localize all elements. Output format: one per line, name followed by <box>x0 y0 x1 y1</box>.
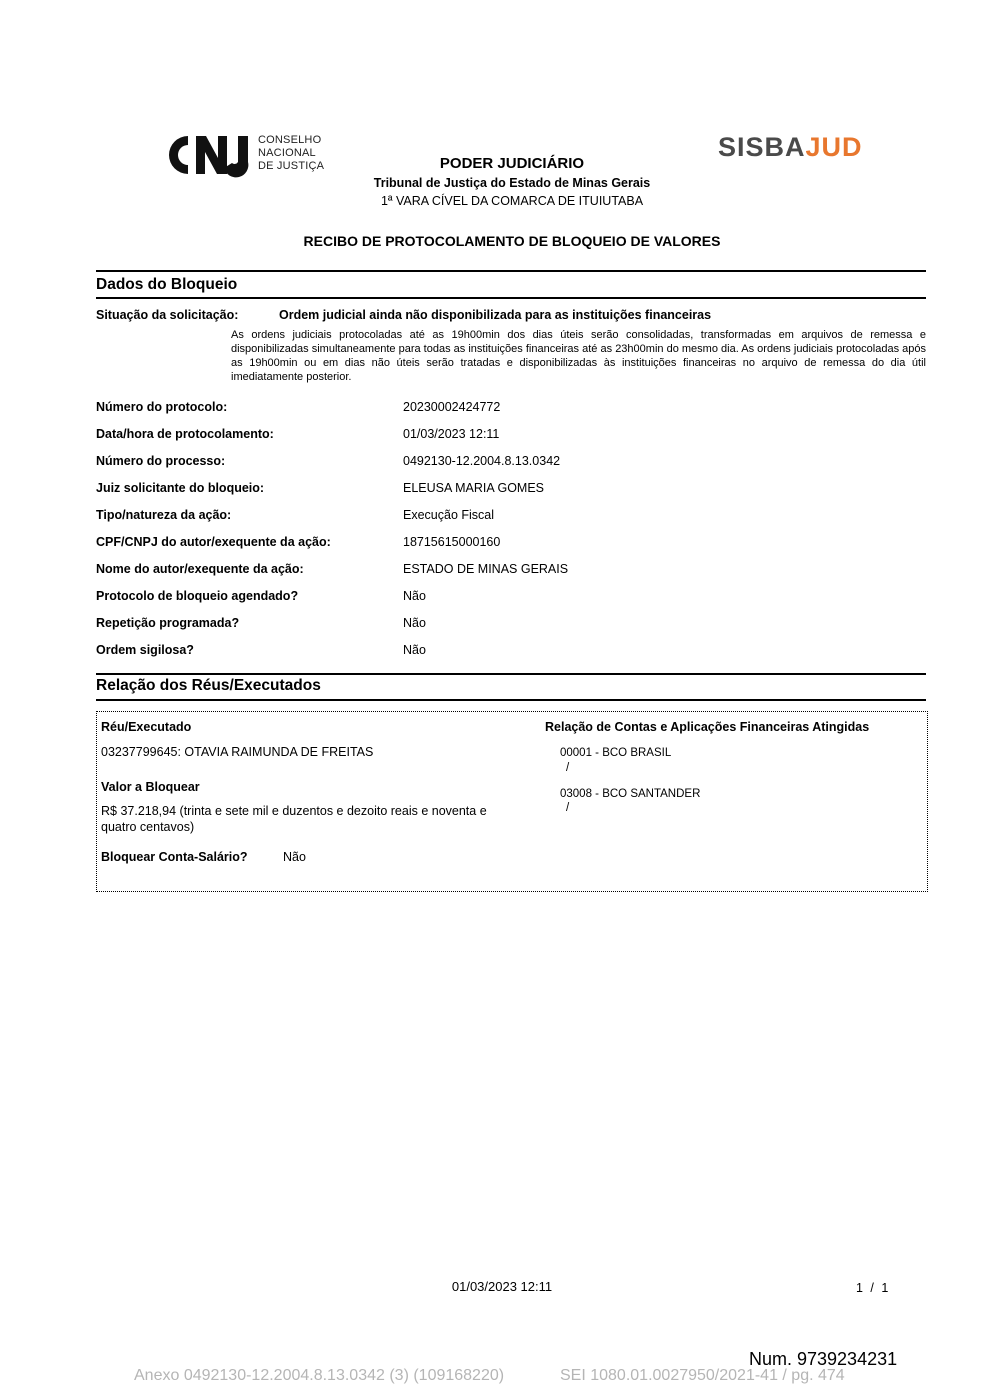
section-title-dados: Dados do Bloqueio <box>96 276 238 293</box>
valor-label: Valor a Bloquear <box>101 780 200 794</box>
reu-label: Réu/Executado <box>101 720 192 734</box>
field-value-nome-autor: ESTADO DE MINAS GERAIS <box>403 562 569 576</box>
valor-line-2: quatro centavos) <box>101 820 195 834</box>
field-value-data-hora: 01/03/2023 12:11 <box>403 427 500 441</box>
document-title: RECIBO DE PROTOCOLAMENTO DE BLOQUEIO DE VALORES <box>303 233 721 249</box>
field-value-repeticao: Não <box>403 616 426 630</box>
page-number: 1 / 1 <box>856 1281 889 1295</box>
document-number: Num. 9739234231 <box>749 1349 898 1369</box>
sisbajud-logo: SISBAJUD <box>718 132 863 162</box>
field-value-tipo-acao: Execução Fiscal <box>403 508 495 522</box>
situacao-label: Situação da solicitação: <box>96 308 239 322</box>
situacao-note: As ordens judiciais protocoladas até as 19h00min dos dias úteis serão consolidadas, transformadas em arquivos de remessa e disponibilizadas simultaneamente para todas as instituições financeiras até as 23h00min do mesmo dia. As ordens judiciais protocoladas após as 19h00min ou em dias não úteis serão tratadas e disponibilizadas às instituições financeiras no arquivo de remessa do dia útil imediatamente posterior. <box>231 329 926 383</box>
situacao-value: Ordem judicial ainda não disponibilizada para as instituições financeiras <box>279 308 712 322</box>
conta-bank: 00001 - BCO BRASIL <box>560 747 672 759</box>
field-value-sigilosa: Não <box>403 643 426 657</box>
conta-sub: / <box>566 802 570 814</box>
field-label-sigilosa: Ordem sigilosa? <box>96 643 194 657</box>
field-label-processo: Número do processo: <box>96 454 226 468</box>
field-label-tipo-acao: Tipo/natureza da ação: <box>96 508 232 522</box>
conta-salario-value: Não <box>283 850 306 864</box>
reu-value: 03237799645: OTAVIA RAIMUNDA DE FREITAS <box>101 745 374 759</box>
section-rule-bottom <box>96 297 926 299</box>
field-value-juiz: ELEUSA MARIA GOMES <box>403 481 545 495</box>
field-value-processo: 0492130-12.2004.8.13.0342 <box>403 454 561 468</box>
field-label-juiz: Juiz solicitante do bloqueio: <box>96 481 265 495</box>
conta-sub: / <box>566 762 570 774</box>
field-label-data-hora: Data/hora de protocolamento: <box>96 427 274 441</box>
field-value-cpf-cnpj: 18715615000160 <box>403 535 501 549</box>
field-value-agendado: Não <box>403 589 426 603</box>
section-rule-bottom <box>96 699 926 701</box>
field-label-nome-autor: Nome do autor/exequente da ação: <box>96 562 304 576</box>
field-label-agendado: Protocolo de bloqueio agendado? <box>96 589 299 603</box>
field-label-protocolo: Número do protocolo: <box>96 400 228 414</box>
conta-salario-label: Bloquear Conta-Salário? <box>101 850 248 864</box>
reus-box <box>96 711 928 892</box>
section-rule-top <box>96 673 926 675</box>
sei-watermark: SEI 1080.01.0027950/2021-41 / pg. 474 <box>560 1367 845 1384</box>
contas-label: Relação de Contas e Aplicações Financeiras Atingidas <box>545 720 870 734</box>
field-label-cpf-cnpj: CPF/CNPJ do autor/exequente da ação: <box>96 535 331 549</box>
field-value-protocolo: 20230002424772 <box>403 400 501 414</box>
anexo-watermark: Anexo 0492130-12.2004.8.13.0342 (3) (109168220) <box>134 1367 505 1384</box>
valor-line-1: R$ 37.218,94 (trinta e sete mil e duzentos e dezoito reais e noventa e <box>101 804 487 818</box>
poder-judiciario-heading: PODER JUDICIÁRIO <box>439 155 585 172</box>
section-rule-top <box>96 270 926 272</box>
cnj-logo-text: CONSELHO NACIONAL DE JUSTIÇA <box>258 134 325 172</box>
vara-name: 1ª VARA CÍVEL DA COMARCA DE ITUIUTABA <box>380 194 644 208</box>
field-label-repeticao: Repetição programada? <box>96 616 240 630</box>
tribunal-name: Tribunal de Justiça do Estado de Minas Gerais <box>373 176 651 190</box>
conta-bank: 03008 - BCO SANTANDER <box>560 788 701 800</box>
footer-date: 01/03/2023 12:11 <box>451 1279 553 1294</box>
section-title-reus: Relação dos Réus/Executados <box>96 677 321 694</box>
